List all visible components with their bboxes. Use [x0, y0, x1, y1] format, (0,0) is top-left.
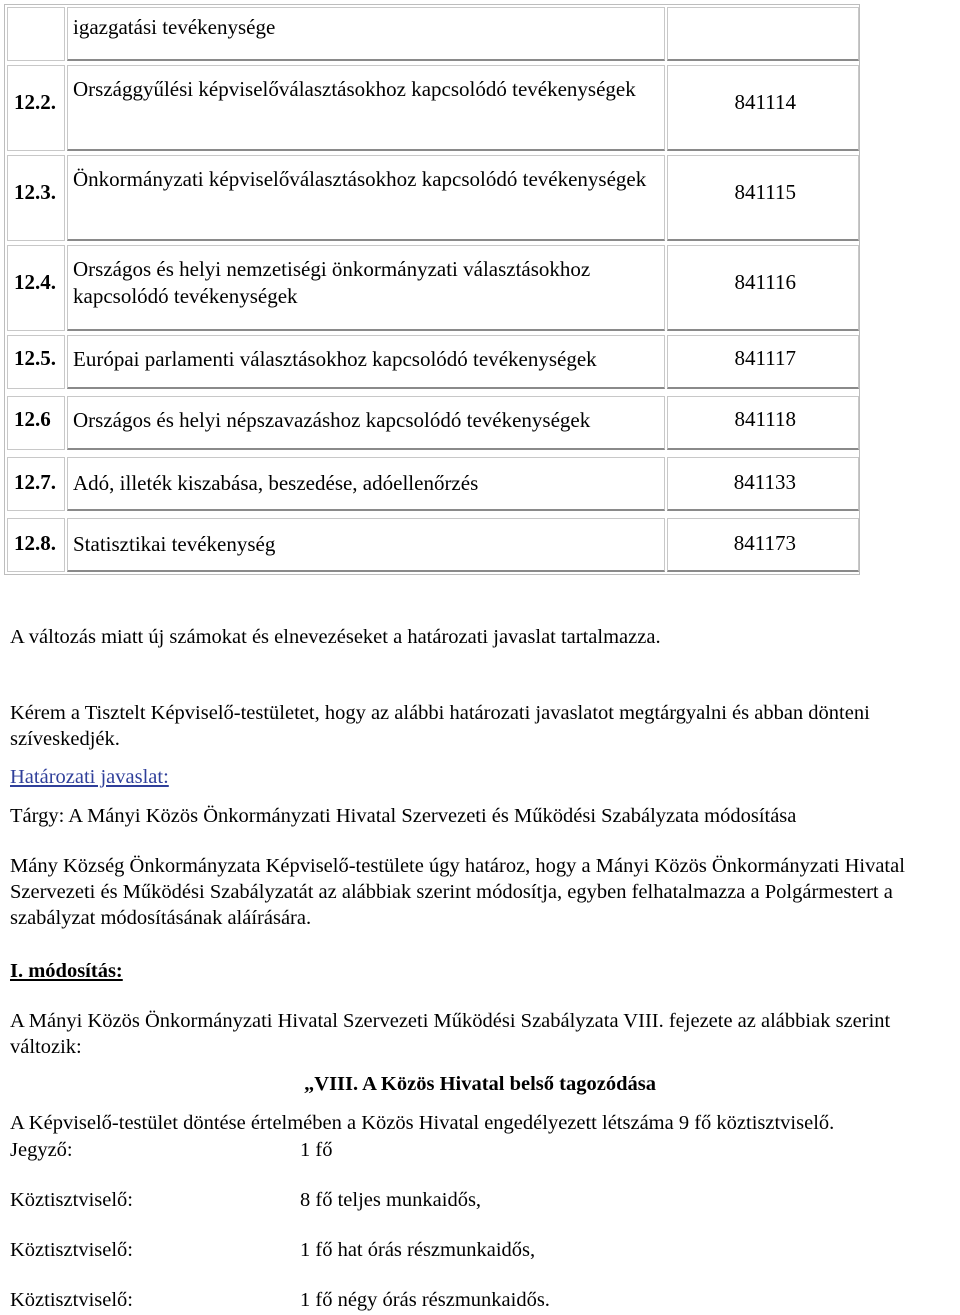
row-description: Országos és helyi népszavazáshoz kapcsolódó tevékenységek — [73, 408, 591, 432]
staff-role: Köztisztviselő: — [10, 1189, 133, 1211]
activity-table — [4, 4, 860, 575]
table-cell-code — [667, 7, 859, 61]
row-description: Önkormányzati képviselőválasztásokhoz kapcsolódó tevékenységek — [73, 167, 647, 191]
table-row — [5, 396, 859, 450]
row-code: 841116 — [734, 270, 796, 294]
table-row — [5, 335, 859, 389]
table-cell-code — [667, 457, 859, 511]
staff-role: Jegyző: — [10, 1139, 73, 1161]
table-cell-description — [67, 335, 665, 389]
table-row — [5, 7, 859, 61]
staff-role: Köztisztviselő: — [10, 1239, 133, 1261]
row-description: Országos és helyi nemzetiségi önkormányzati választásokhoz kapcsolódó tevékenységek — [73, 257, 591, 308]
table-cell-number — [7, 457, 65, 511]
table-cell-number — [7, 518, 65, 572]
table-cell-code — [667, 518, 859, 572]
row-description: Adó, illeték kiszabása, beszedése, adóellenőrzés — [73, 471, 479, 495]
table-cell-number — [7, 7, 65, 61]
row-number: 12.5. — [14, 346, 56, 370]
proposal-label — [10, 764, 954, 790]
chapter-heading: „VIII. A Közös Hivatal belső tagozódása — [304, 1073, 656, 1095]
staff-count: 1 fő hat órás részmunkaidős, — [300, 1239, 536, 1261]
table-row — [5, 518, 859, 572]
row-description: igazgatási tevékenysége — [73, 15, 276, 39]
table-cell-number — [7, 335, 65, 389]
subject-line: Tárgy: A Mányi Közös Önkormányzati Hivatal Szervezeti és Működési Szabályzata módosítása — [10, 805, 797, 827]
amendment-paragraph: A Mányi Közös Önkormányzati Hivatal Szervezeti Működési Szabályzata VIII. fejezete az alábbiak szerint változik: — [10, 1010, 891, 1058]
table-cell-code — [667, 335, 859, 389]
staff-count: 1 fő négy órás részmunkaidős. — [300, 1289, 550, 1311]
table-row — [5, 155, 859, 241]
headcount-paragraph: A Képviselő-testület döntése értelmében a Közös Hivatal engedélyezett létszáma 9 fő köztisztviselő. — [10, 1112, 835, 1134]
table-row — [5, 245, 859, 331]
row-description: Országgyűlési képviselőválasztásokhoz kapcsolódó tevékenységek — [73, 77, 636, 101]
row-code: 841173 — [733, 531, 796, 555]
row-code: 841114 — [734, 90, 796, 114]
table-cell-description — [67, 396, 665, 450]
table-cell-description — [67, 245, 665, 331]
row-description: Statisztikai tevékenység — [73, 532, 276, 556]
amendment-label-text: I. módosítás: — [10, 960, 123, 982]
amendment-label — [10, 958, 954, 984]
row-description: Európai parlamenti választásokhoz kapcsolódó tevékenységek — [73, 347, 597, 371]
row-code: 841118 — [734, 407, 796, 431]
table-cell-code — [667, 245, 859, 331]
table-cell-description — [67, 457, 665, 511]
row-number: 12.3. — [14, 180, 56, 204]
table-cell-number — [7, 245, 65, 331]
table-cell-description — [67, 65, 665, 151]
row-number: 12.2. — [14, 90, 56, 114]
row-code: 841117 — [734, 346, 796, 370]
table-row — [5, 457, 859, 511]
row-number: 12.4. — [14, 270, 56, 294]
table-cell-number — [7, 396, 65, 450]
row-number: 12.6 — [14, 407, 51, 431]
change-note: A változás miatt új számokat és elnevezéseket a határozati javaslat tartalmazza. — [10, 626, 661, 648]
request-paragraph: Kérem a Tisztelt Képviselő-testületet, hogy az alábbi határozati javaslatot megtárgyalni és abban dönteni szíveskedjék. — [10, 702, 870, 750]
staff-count: 1 fő — [300, 1139, 333, 1161]
row-code: 841133 — [733, 470, 796, 494]
table-cell-number — [7, 155, 65, 241]
table-row — [5, 65, 859, 151]
row-number: 12.8. — [14, 531, 56, 555]
resolution-paragraph: Mány Község Önkormányzata Képviselő-testülete úgy határoz, hogy a Mányi Közös Önkormányzati Hivatal Szervezeti és Működési Szabályzatát az alábbiak szerint módosítja, egyben felhatalmazza a Polgármestert a szabályzat módosításának aláírására. — [10, 855, 905, 929]
staff-role: Köztisztviselő: — [10, 1289, 133, 1311]
table-cell-description — [67, 155, 665, 241]
table-cell-code — [667, 396, 859, 450]
table-cell-code — [667, 65, 859, 151]
table-cell-number — [7, 65, 65, 151]
table-cell-description — [67, 7, 665, 61]
proposal-label-text: Határozati javaslat: — [10, 766, 169, 788]
row-number: 12.7. — [14, 470, 56, 494]
row-code: 841115 — [734, 180, 796, 204]
table-cell-code — [667, 155, 859, 241]
table-cell-description — [67, 518, 665, 572]
staff-count: 8 fő teljes munkaidős, — [300, 1189, 482, 1211]
